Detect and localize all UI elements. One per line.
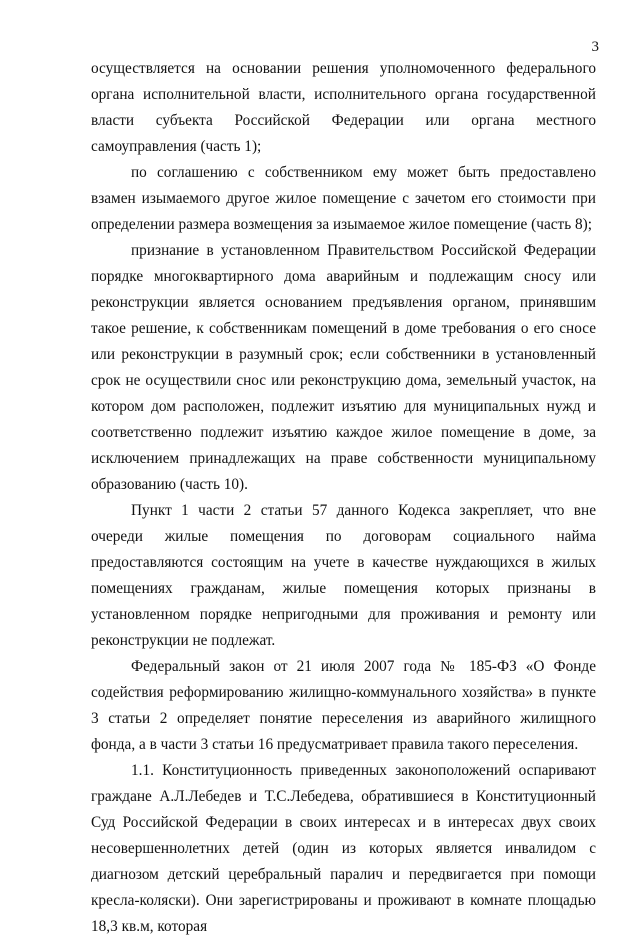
document-body	[91, 56, 596, 940]
paragraph-article-57: Пункт 1 части 2 статьи 57 данного Кодекса закрепляет, что вне очереди жилые помещения по договорам социального найма предоставляются состоящим на учете в качестве нуждающихся в жилых помещениях гражданам, жилые помещения которых признаны в установленном порядке непригодными для проживания и ремонту или реконструкции не подлежат.	[91, 502, 596, 649]
paragraph-continuation: осуществляется на основании решения уполномоченного федерального органа исполнительной власти, исполнительного органа государственной власти субъекта Российской Федерации или органа местного самоуправления (часть 1);	[91, 60, 596, 155]
paragraph-recognition: признание в установленном Правительством Российской Федерации порядке многоквартирного дома аварийным и подлежащим сносу или реконструкции является основанием предъявления органом, принявшим такое решение, к собственникам помещений в доме требования о его сносе или реконструкции в разумный срок; если собственники в установленный срок не осуществили снос или реконструкцию дома, земельный участок, на котором дом расположен, подлежит изъятию для муниципальных нужд и соответственно подлежит изъятию каждое жилое помещение в доме, за исключением принадлежащих на праве собственности муниципальному образованию (часть 10).	[91, 242, 596, 493]
paragraph-section-1-1: 1.1. Конституционность приведенных законоположений оспаривают граждане А.Л.Лебедев и Т.С.Лебедева, обратившиеся в Конституционный Суд Российской Федерации в своих интересах и в интересах двух своих несовершеннолетних детей (один из которых является инвалидом с диагнозом детский церебральный паралич и передвигается при помощи кресла-коляски). Они зарегистрированы и проживают в комнате площадью 18,3 кв.м, которая	[91, 762, 596, 935]
paragraph-federal-law: Федеральный закон от 21 июля 2007 года № 185-ФЗ «О Фонде содействия реформированию жилищно-коммунального хозяйства» в пункте 3 статьи 2 определяет понятие переселения из аварийного жилищного фонда, а в части 3 статьи 16 предусматривает правила такого переселения.	[91, 658, 596, 753]
page-number: 3	[591, 39, 599, 55]
paragraph-agreement: по соглашению с собственником ему может быть предоставлено взамен изымаемого другое жилое помещение с зачетом его стоимости при определении размера возмещения за изымаемое жилое помещение (часть 8);	[91, 164, 596, 233]
